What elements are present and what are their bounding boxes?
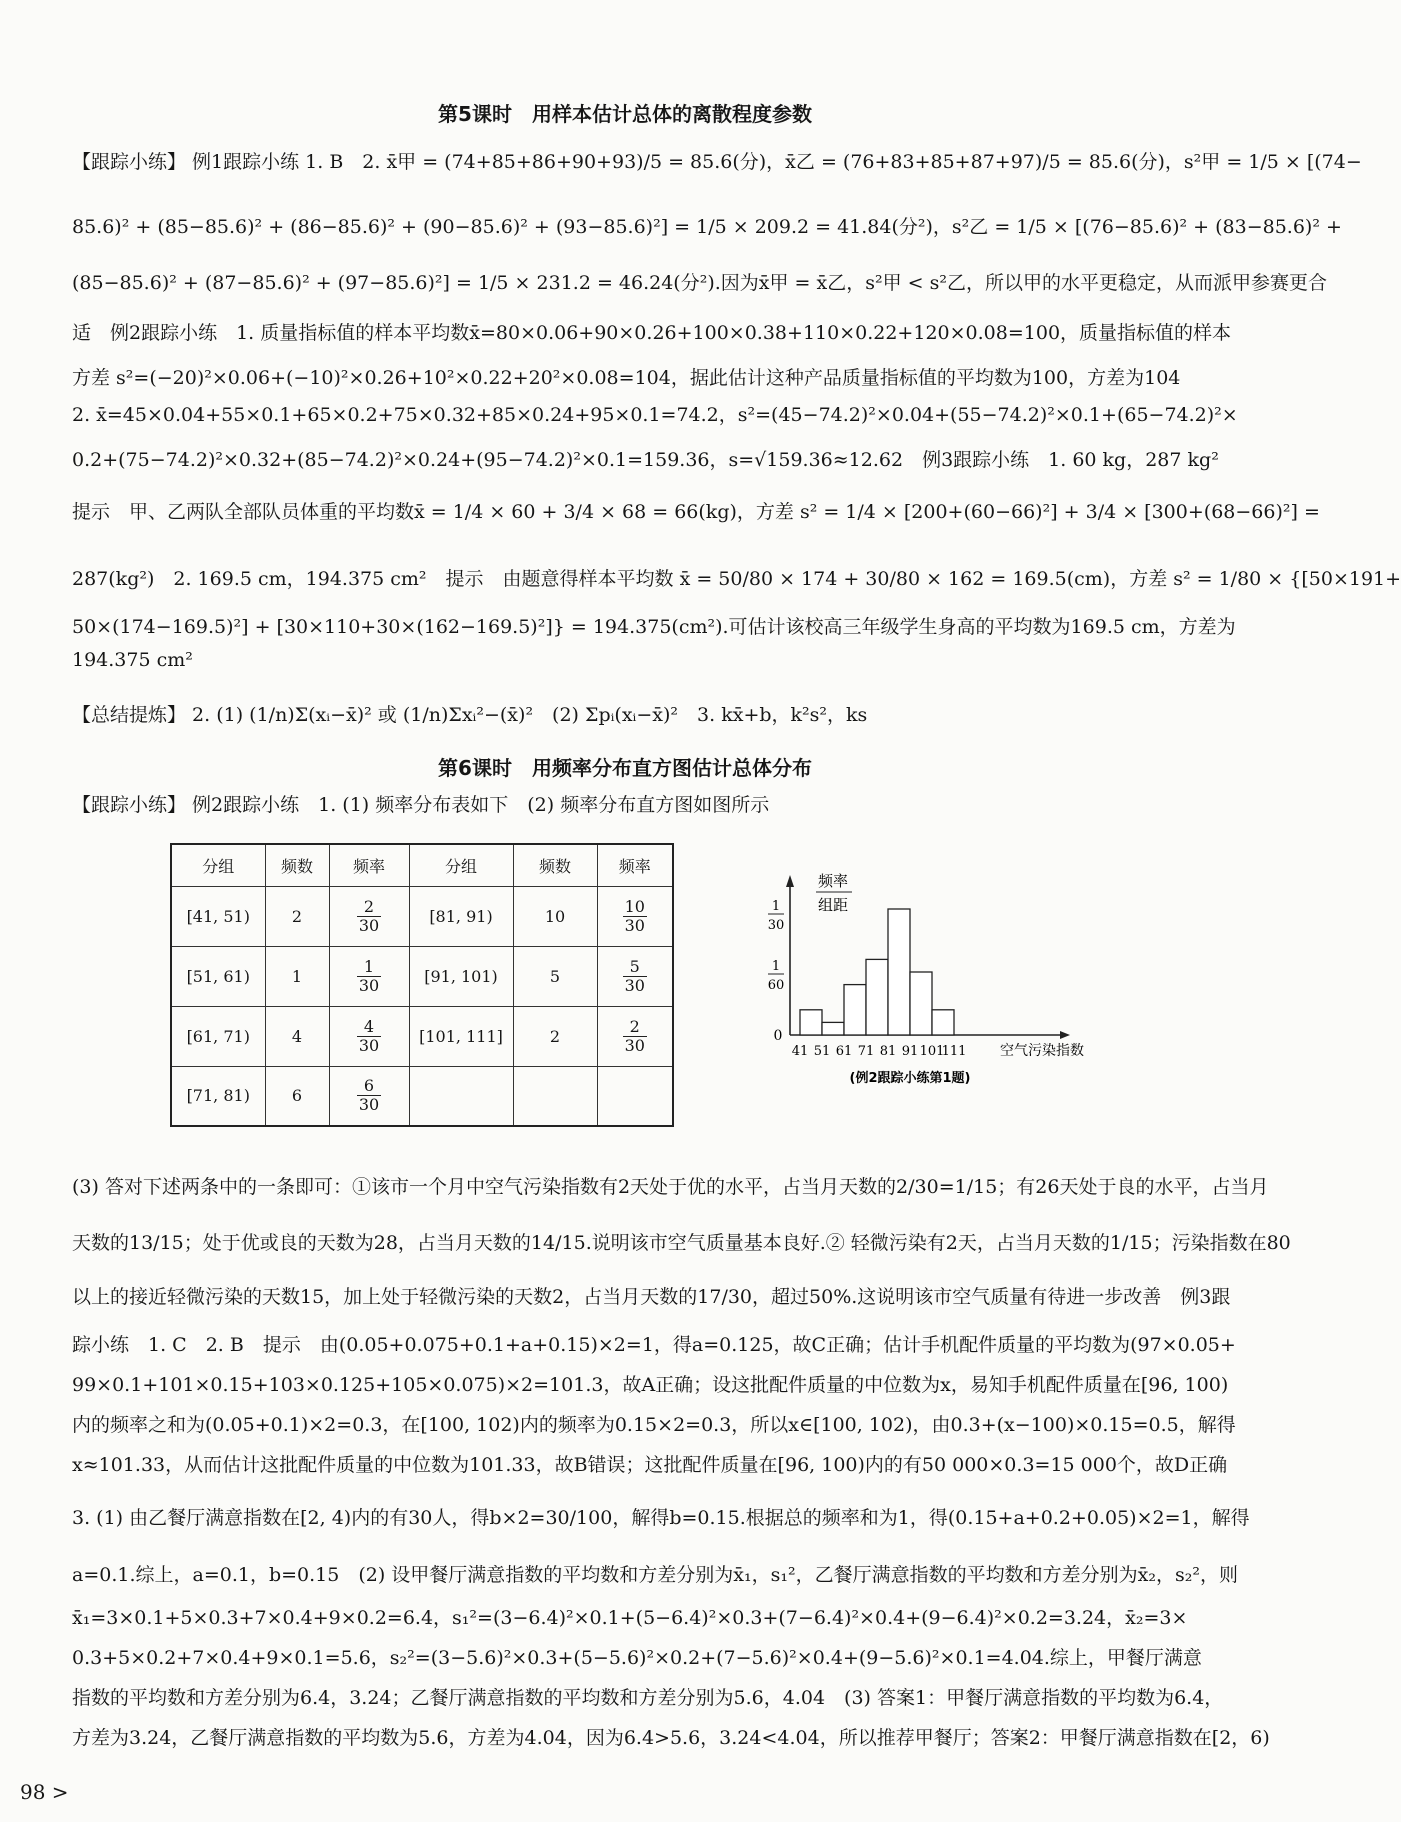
table-cell: [71, 81): [171, 1066, 265, 1126]
text-line: 0.3+5×0.2+7×0.4+9×0.1=5.6，s₂²=(3−5.6)²×0.3+(5−5.6)²×0.2+(7−5.6)²×0.4+(9−5.6)²×0.1=4.04.综上，甲餐厅满意: [72, 1647, 1202, 1669]
page-number: 98 >: [20, 1780, 69, 1804]
text-line: 85.6)² + (85−85.6)² + (86−85.6)² + (90−85.6)² + (93−85.6)²] = 1/5 × 209.2 = 41.84(分²)，s²乙 = 1/5 × [(76−85.6)² + (83−85.6)² +: [72, 216, 1342, 238]
table-cell: [409, 1066, 513, 1126]
histogram: [767, 870, 1150, 1090]
x-tick-label: 81: [879, 1044, 897, 1059]
table-cell: 2: [513, 1006, 597, 1066]
x-tick-label: 41: [791, 1044, 809, 1059]
text-line: 2. x̄=45×0.04+55×0.1+65×0.2+75×0.32+85×0.24+95×0.1=74.2，s²=(45−74.2)²×0.04+(55−74.2)²×0.1+(65−74.2)²×: [72, 404, 1238, 426]
table-cell: 2: [265, 886, 329, 946]
table-header: 频数: [513, 844, 597, 886]
text-line: 提示 甲、乙两队全部队员体重的平均数x̄ = 1/4 × 60 + 3/4 × 68 = 66(kg)，方差 s² = 1/4 × [200+(60−66)²] + 3/4 × [300+(68−66)²] =: [72, 501, 1320, 523]
y-label-bottom: 组距: [818, 896, 849, 914]
text-line: 踪小练 1. C 2. B 提示 由(0.05+0.075+0.1+a+0.15)×2=1，得a=0.125，故C正确；估计手机配件质量的平均数为(97×0.05+: [72, 1334, 1236, 1356]
histogram-bar: [844, 985, 866, 1035]
text-line: 【跟踪小练】 例2跟踪小练 1. (1) 频率分布表如下 (2) 频率分布直方图如图所示: [72, 794, 770, 816]
histogram-bars: [800, 909, 954, 1035]
chart-caption: (例2跟踪小练第1题): [849, 1071, 971, 1086]
y-label-top: 频率: [818, 872, 849, 890]
table-cell: 5: [513, 946, 597, 1006]
histogram-bar: [800, 1010, 822, 1035]
histogram-bar: [888, 909, 910, 1035]
table-cell: $\frac{1}{30}$: [329, 946, 409, 1006]
table-cell: 4: [265, 1006, 329, 1066]
table-cell: $\frac{5}{30}$: [597, 946, 673, 1006]
y-tick-1-num: 1: [771, 899, 781, 914]
table-header: 分组: [171, 844, 265, 886]
table-cell: [597, 1066, 673, 1126]
table-header: 频率: [329, 844, 409, 886]
text-line: 内的频率之和为(0.05+0.1)×2=0.3，在[100, 102)内的频率为0.15×2=0.3，所以x∈[100, 102)，由0.3+(x−100)×0.15=0.5，解得: [72, 1414, 1236, 1436]
table-cell: [61, 71): [171, 1006, 265, 1066]
text-line: 指数的平均数和方差分别为6.4，3.24；乙餐厅满意指数的平均数和方差分别为5.6，4.04 (3) 答案1：甲餐厅满意指数的平均数为6.4，: [72, 1687, 1224, 1709]
table-cell: $\frac{4}{30}$: [329, 1006, 409, 1066]
text-line: a=0.1.综上，a=0.1，b=0.15 (2) 设甲餐厅满意指数的平均数和方差分别为x̄₁，s₁²，乙餐厅满意指数的平均数和方差分别为x̄₂，s₂²，则: [72, 1564, 1238, 1586]
x-tick-label: 91: [901, 1044, 919, 1059]
table-cell: [513, 1066, 597, 1126]
text-line: 194.375 cm²: [72, 649, 193, 671]
text-line: 50×(174−169.5)²] + [30×110+30×(162−169.5)²]} = 194.375(cm²).可估计该校高三年级学生身高的平均数为169.5 cm，方差为: [72, 616, 1236, 638]
table-cell: 10: [513, 886, 597, 946]
table-row: [171, 946, 673, 1006]
histogram-bar: [866, 959, 888, 1035]
table-cell: 6: [265, 1066, 329, 1126]
table-row: [171, 1006, 673, 1066]
table-header: 频数: [265, 844, 329, 886]
text-line: (85−85.6)² + (87−85.6)² + (97−85.6)²] = 1/5 × 231.2 = 46.24(分²).因为x̄甲 = x̄乙，s²甲 < s²乙，所以甲的水平更稳定，从而派甲参赛更合: [72, 272, 1327, 294]
x-tick-label: 111: [941, 1044, 967, 1059]
x-tick-label: 61: [835, 1044, 853, 1059]
table-row: [171, 886, 673, 946]
table-row: [171, 1066, 673, 1126]
table-header-row: [171, 844, 673, 886]
x-tick-label: 51: [813, 1044, 831, 1059]
text-line: 3. (1) 由乙餐厅满意指数在[2, 4)内的有30人，得b×2=30/100，解得b=0.15.根据总的频率和为1，得(0.15+a+0.2+0.05)×2=1，解得: [72, 1507, 1250, 1529]
table-cell: [101, 111]: [409, 1006, 513, 1066]
histogram-x-ticks: [792, 1044, 967, 1059]
x-axis-arrow: [1060, 1031, 1070, 1039]
text-line: 99×0.1+101×0.15+103×0.125+105×0.075)×2=101.3，故A正确；设这批配件质量的中位数为x，易知手机配件质量在[96, 100): [72, 1374, 1229, 1396]
table-cell: $\frac{10}{30}$: [597, 886, 673, 946]
text-line: 287(kg²) 2. 169.5 cm，194.375 cm² 提示 由题意得样本平均数 x̄ = 50/80 × 174 + 30/80 × 162 = 169.5(cm)，方差 s² = 1/80 × {[50×191+: [72, 568, 1401, 590]
table-header: 分组: [409, 844, 513, 886]
x-tick-label: 71: [857, 1044, 875, 1059]
table-cell: 1: [265, 946, 329, 1006]
table-cell: $\frac{2}{30}$: [329, 886, 409, 946]
table-cell: [51, 61): [171, 946, 265, 1006]
x-tick-label: 101: [919, 1044, 945, 1059]
origin-label: 0: [773, 1028, 783, 1044]
y-tick-1-den: 30: [767, 918, 785, 933]
section-title-6: 第6课时 用频率分布直方图估计总体分布: [438, 756, 812, 780]
text-line: x̄₁=3×0.1+5×0.3+7×0.4+9×0.2=6.4，s₁²=(3−6.4)²×0.1+(5−6.4)²×0.3+(7−6.4)²×0.4+(9−6.4)²×0.2=3.24，x̄₂=3×: [72, 1607, 1188, 1629]
summary-line: 【总结提炼】 2. (1) (1/n)Σ(xᵢ−x̄)² 或 (1/n)Σxᵢ²−(x̄)² (2) Σpᵢ(xᵢ−x̄)² 3. kx̄+b，k²s²，ks: [72, 704, 868, 726]
text-line: 方差为3.24，乙餐厅满意指数的平均数为5.6，方差为4.04，因为6.4>5.6，3.24<4.04，所以推荐甲餐厅；答案2：甲餐厅满意指数在[2，6): [72, 1727, 1270, 1749]
table-cell: [41, 51): [171, 886, 265, 946]
text-line: 天数的13/15；处于优或良的天数为28，占当月天数的14/15.说明该市空气质量基本良好.② 轻微污染有2天，占当月天数的1/15；污染指数在80: [72, 1232, 1291, 1254]
table-header: 频率: [597, 844, 673, 886]
text-line: 方差 s²=(−20)²×0.06+(−10)²×0.26+10²×0.22+20²×0.08=104，据此估计这种产品质量指标值的平均数为100，方差为104: [72, 367, 1181, 389]
y-tick-2-den: 60: [767, 978, 785, 993]
text-line: 【跟踪小练】 例1跟踪小练 1. B 2. x̄甲 = (74+85+86+90+93)/5 = 85.6(分)，x̄乙 = (76+83+85+87+97)/5 = 85.6(分)，s²甲 = 1/5 × [(74−: [72, 151, 1362, 173]
table-cell: [91, 101): [409, 946, 513, 1006]
y-tick-2-num: 1: [771, 959, 781, 974]
table-cell: [81, 91): [409, 886, 513, 946]
frequency-table: [170, 843, 674, 1127]
histogram-bar: [822, 1022, 844, 1035]
table-cell: $\frac{6}{30}$: [329, 1066, 409, 1126]
table-cell: $\frac{2}{30}$: [597, 1006, 673, 1066]
text-line: (3) 答对下述两条中的一条即可：①该市一个月中空气污染指数有2天处于优的水平，占当月天数的2/30=1/15；有26天处于良的水平，占当月: [72, 1176, 1269, 1198]
x-axis-label: 空气污染指数: [1000, 1043, 1084, 1059]
y-axis-arrow: [786, 875, 794, 887]
histogram-bar: [910, 972, 932, 1035]
text-line: 适 例2跟踪小练 1. 质量指标值的样本平均数x̄=80×0.06+90×0.26+100×0.38+110×0.22+120×0.08=100，质量指标值的样本: [72, 322, 1232, 344]
text-line: 以上的接近轻微污染的天数15，加上处于轻微污染的天数2，占当月天数的17/30，超过50%.这说明该市空气质量有待进一步改善 例3跟: [72, 1286, 1231, 1308]
histogram-bar: [932, 1010, 954, 1035]
text-line: x≈101.33，从而估计这批配件质量的中位数为101.33，故B错误；这批配件质量在[96, 100)内的有50 000×0.3=15 000个，故D正确: [72, 1454, 1228, 1476]
section-title-5: 第5课时 用样本估计总体的离散程度参数: [438, 102, 812, 126]
text-line: 0.2+(75−74.2)²×0.32+(85−74.2)²×0.24+(95−74.2)²×0.1=159.36，s=√159.36≈12.62 例3跟踪小练 1. 60 kg，287 kg²: [72, 449, 1219, 471]
